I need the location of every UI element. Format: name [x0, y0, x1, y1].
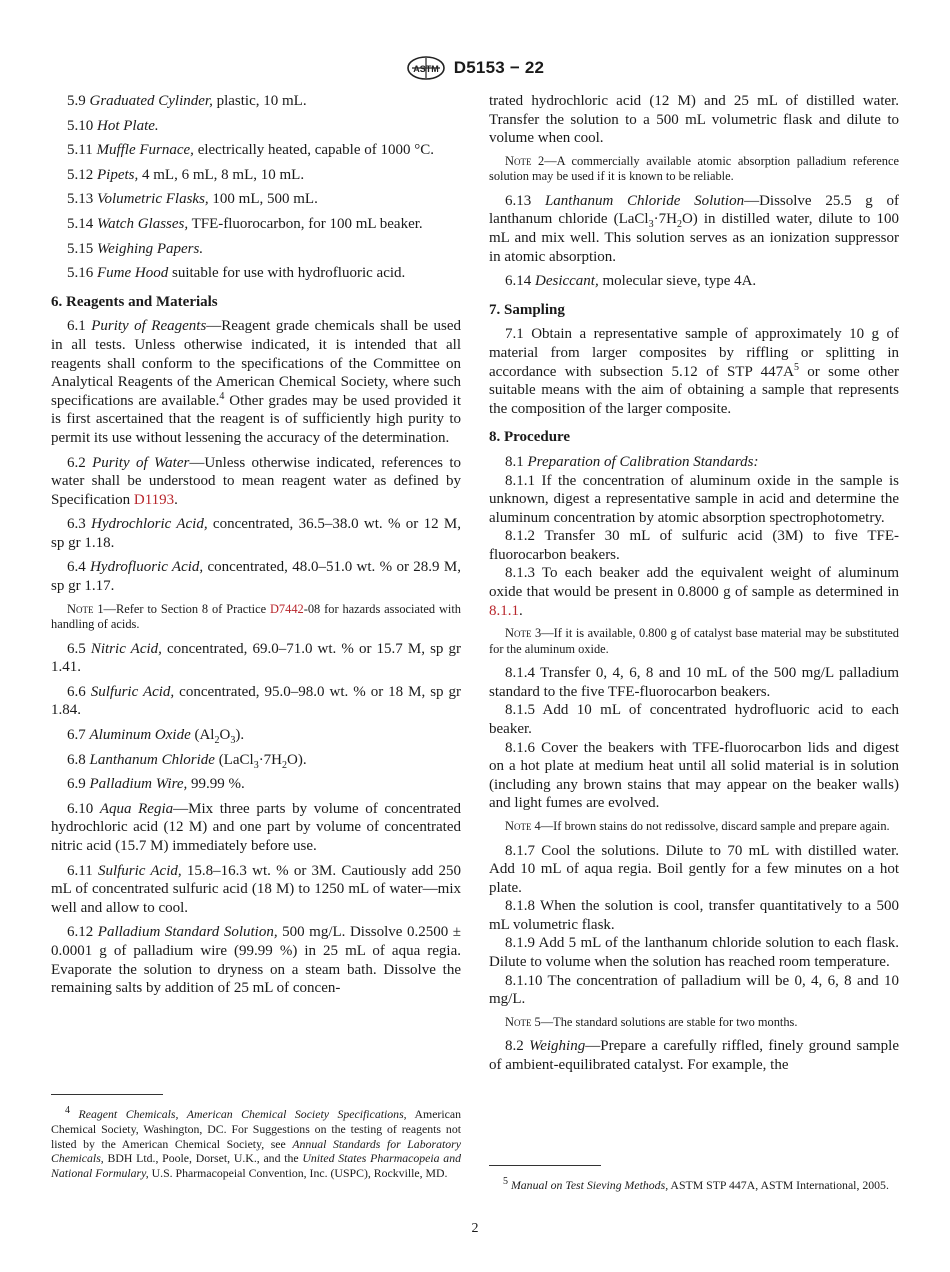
clause-7-1: 7.1 Obtain a representative sample of approximately 10 g of material from larger composites by riffling or splitting in accordance with subsection 5.12 of STP $447A^5$ or some other suitable means with the aim of obtaining a sample that represents the composition of the larger composite. [489, 326, 899, 417]
clause-8-1-4: 8.1.4 Transfer 0, 4, 6, 8 and 10 mL of the 500 mg/L palladium standard to the five TFE-fluorocarbon beakers. [489, 665, 899, 700]
clause-6-11: 6.11 Sulfuric Acid, 15.8–16.3 wt. % or 3M. Cautiously add 250 mL of concentrated sulfuric acid (18 M) to 1250 mL of water—mix well and allow to cool. [51, 862, 461, 916]
clause-5-11: 5.11 Muffle Furnace, electrically heated, capable of 1000 °C. [67, 142, 434, 159]
footnote-ref-4[interactable]: 4 [219, 390, 225, 402]
clause-6-12: 6.12 Palladium Standard Solution, 500 mg/L. Dissolve 0.2500 ± 0.0001 g of palladium wire (99.99 %) in 25 mL of aqua regia. Evaporate the solution to dryness on a steam bath. Dissolve the remaining salts by addition of 25 mL of concen- [51, 924, 462, 997]
clause-5-15: 5.15 Weighing Papers. [67, 240, 204, 257]
clause-5-13: 5.13 Volumetric Flasks, 100 mL, 500 mL. [67, 191, 318, 208]
clause-6-13: 6.13 Lanthanum Chloride Solution—Dissolve 25.5 g of lanthanum chloride $(LaCl_3\cdot 7H_2O)$ in distilled water, dilute to 100 mL and mix well. This solution serves as an ionization suppressor in atomic absorption. [489, 192, 899, 265]
clause-6-6: 6.6 Sulfuric Acid, concentrated, 95.0–98.0 wt. % or 18 M, sp gr 1.84. [51, 683, 462, 719]
clause-5-9: 5.9 Graduated Cylinder, plastic, 10 mL. [67, 93, 307, 109]
footnote-5: $^5$ Manual on Test Sieving Methods, ASTM STP 447A, ASTM International, 2005. [503, 1176, 889, 1192]
clause-8-1-9: 8.1.9 Add 5 mL of the lanthanum chloride solution to each flask. Dilute to volume when the solution has reached room temperature. [489, 935, 899, 971]
clause-8-2: 8.2 Weighing—Prepare a carefully riffled, finely ground sample of ambient-equilibrated catalyst. For example, the [489, 1038, 899, 1073]
link-8-1-1[interactable]: 8.1.1 [489, 602, 519, 619]
link-d7442[interactable]: D7442 [269, 601, 304, 616]
clause-6-2: 6.2 Purity of Water—Unless otherwise indicated, references to water shall be understood to mean reagent water as defined by Specification D1193. [51, 454, 462, 508]
clause-8-1-6: 8.1.6 Cover the beakers with TFE-fluorocarbon lids and digest on a hot plate at medium heat until all solid material is in solution (including any brown stains that may appear on the beaker walls) and light fumes are evolved. [489, 739, 899, 812]
left-column [51, 92, 461, 998]
svg-text:ASTM: ASTM [413, 64, 439, 74]
footnote-divider [51, 1094, 163, 1095]
clause-6-10: 6.10 Aqua Regia—Mix three parts by volume of concentrated hydrochloric acid (12 M) and one part by volume of concentrated nitric acid (15.7 M) immediately before use. [51, 800, 462, 854]
footnote-divider [489, 1165, 601, 1166]
clause-5-12: 5.12 Pipets, 4 mL, 6 mL, 8 mL, 10 mL. [67, 166, 305, 183]
note-1: Note 1—Refer to Section 8 of Practice D7442-08 for hazards associated with handling of acids. [51, 601, 462, 632]
clause-8-1: 8.1 Preparation of Calibration Standards: [505, 453, 759, 470]
clause-5-14: 5.14 Watch Glasses, TFE-fluorocarbon, for 100 mL beaker. [67, 215, 423, 232]
clause-6-7: 6.7 Aluminum Oxide $(Al_2O_3)$. [67, 727, 245, 747]
footnote-4: $^4$ Reagent Chemicals, American Chemical Society Specifications, American Chemical Society, Washington, DC. For Suggestions on the testing of reagents not listed by the American Chemical Society, see Annual Standards for Laboratory Chemicals, BDH Ltd., Poole, Dorset, U.K., and the United States Pharmacopeia and National Formulary, U.S. Pharmacopeial Convention, Inc. (USPC), Rockville, MD. [51, 1105, 462, 1181]
section-6-heading: 6. Reagents and Materials [51, 293, 218, 310]
clause-6-4: 6.4 Hydrofluoric Acid, concentrated, 48.0–51.0 wt. % or 28.9 M, sp gr 1.17. [51, 559, 461, 595]
clause-8-1-1: 8.1.1 If the concentration of aluminum oxide in the sample is unknown, digest a representative sample in acid and determine the aluminum concentration by atomic absorption spectrophotometry. [489, 472, 899, 526]
document-id: D5153 − 22 [453, 58, 545, 77]
note-5: Note 5—The standard solutions are stable for two months. [505, 1014, 798, 1029]
clause-6-3: 6.3 Hydrochloric Acid, concentrated, 36.5–38.0 wt. % or 12 M, sp gr 1.18. [51, 516, 461, 551]
clause-5-16: 5.16 Fume Hood suitable for use with hydrofluoric acid. [67, 265, 406, 282]
note-2: Note 2—A commercially available atomic absorption palladium reference solution may be used if it is known to be reliable. [489, 153, 899, 184]
page-number: 2 [471, 1221, 479, 1236]
right-column [489, 92, 899, 1075]
link-d1193[interactable]: D1193 [133, 491, 175, 508]
clause-6-8: 6.8 Lanthanum Chloride $(LaCl_3\cdot 7H_2O)$. [67, 751, 307, 771]
clause-6-1: 6.1 Purity of Reagents—Reagent grade chemicals shall be used in all tests. Unless otherwise indicated, it is intended that all reagents shall conform to the specifications of the Committee on Analytical Reagents of the American Chemical Society, where such specifications are available.$^4$ Other grades may be used provided it is first ascertained that the reagent is of sufficiently high purity to permit its use without lessening the accuracy of the determination. [51, 318, 461, 446]
clause-8-1-3: 8.1.3 To each beaker add the equivalent weight of aluminum oxide that would be present in 0.8000 g of sample as determined in 8.1.1. [489, 565, 899, 619]
note-4: Note 4—If brown stains do not redissolve, discard sample and prepare again. [505, 819, 890, 833]
clause-8-1-7: 8.1.7 Cool the solutions. Dilute to 70 mL with distilled water. Add 10 mL of aqua regia. Boil gently for a few minutes on a hot plate. [489, 842, 899, 896]
clause-8-1-10: 8.1.10 The concentration of palladium will be 0, 4, 6, 8 and 10 mg/L. [489, 972, 899, 1008]
footnote-ref-5[interactable]: 5 [793, 361, 799, 373]
section-8-heading: 8. Procedure [489, 429, 571, 446]
footnote-area-right [489, 1165, 899, 1193]
clause-6-9: 6.9 Palladium Wire, 99.99 %. [67, 776, 245, 793]
clause-6-5: 6.5 Nitric Acid, concentrated, 69.0–71.0 wt. % or 15.7 M, sp gr 1.41. [51, 640, 461, 676]
page-header [0, 56, 950, 84]
footnote-area-left [51, 1094, 461, 1181]
section-7-heading: 7. Sampling [489, 301, 565, 318]
clause-8-1-8: 8.1.8 When the solution is cool, transfer quantitatively to a 500 mL volumetric flask. [489, 898, 899, 933]
note-3: Note 3—If it is available, 0.800 g of catalyst base material may be substituted for the aluminum oxide. [489, 626, 899, 656]
clause-6-12-continued: trated hydrochloric acid (12 M) and 25 mL of distilled water. Transfer the solution to a 500 mL volumetric flask and dilute to volume when cool. [489, 93, 899, 147]
clause-8-1-5: 8.1.5 Add 10 mL of concentrated hydrofluoric acid to each beaker. [489, 702, 899, 738]
clause-8-1-2: 8.1.2 Transfer 30 mL of sulfuric acid (3M) to five TFE-fluorocarbon beakers. [489, 528, 899, 563]
astm-logo-icon [406, 56, 446, 80]
clause-5-10: 5.10 Hot Plate. [67, 117, 159, 134]
clause-6-14: 6.14 Desiccant, molecular sieve, type 4A. [505, 273, 757, 290]
